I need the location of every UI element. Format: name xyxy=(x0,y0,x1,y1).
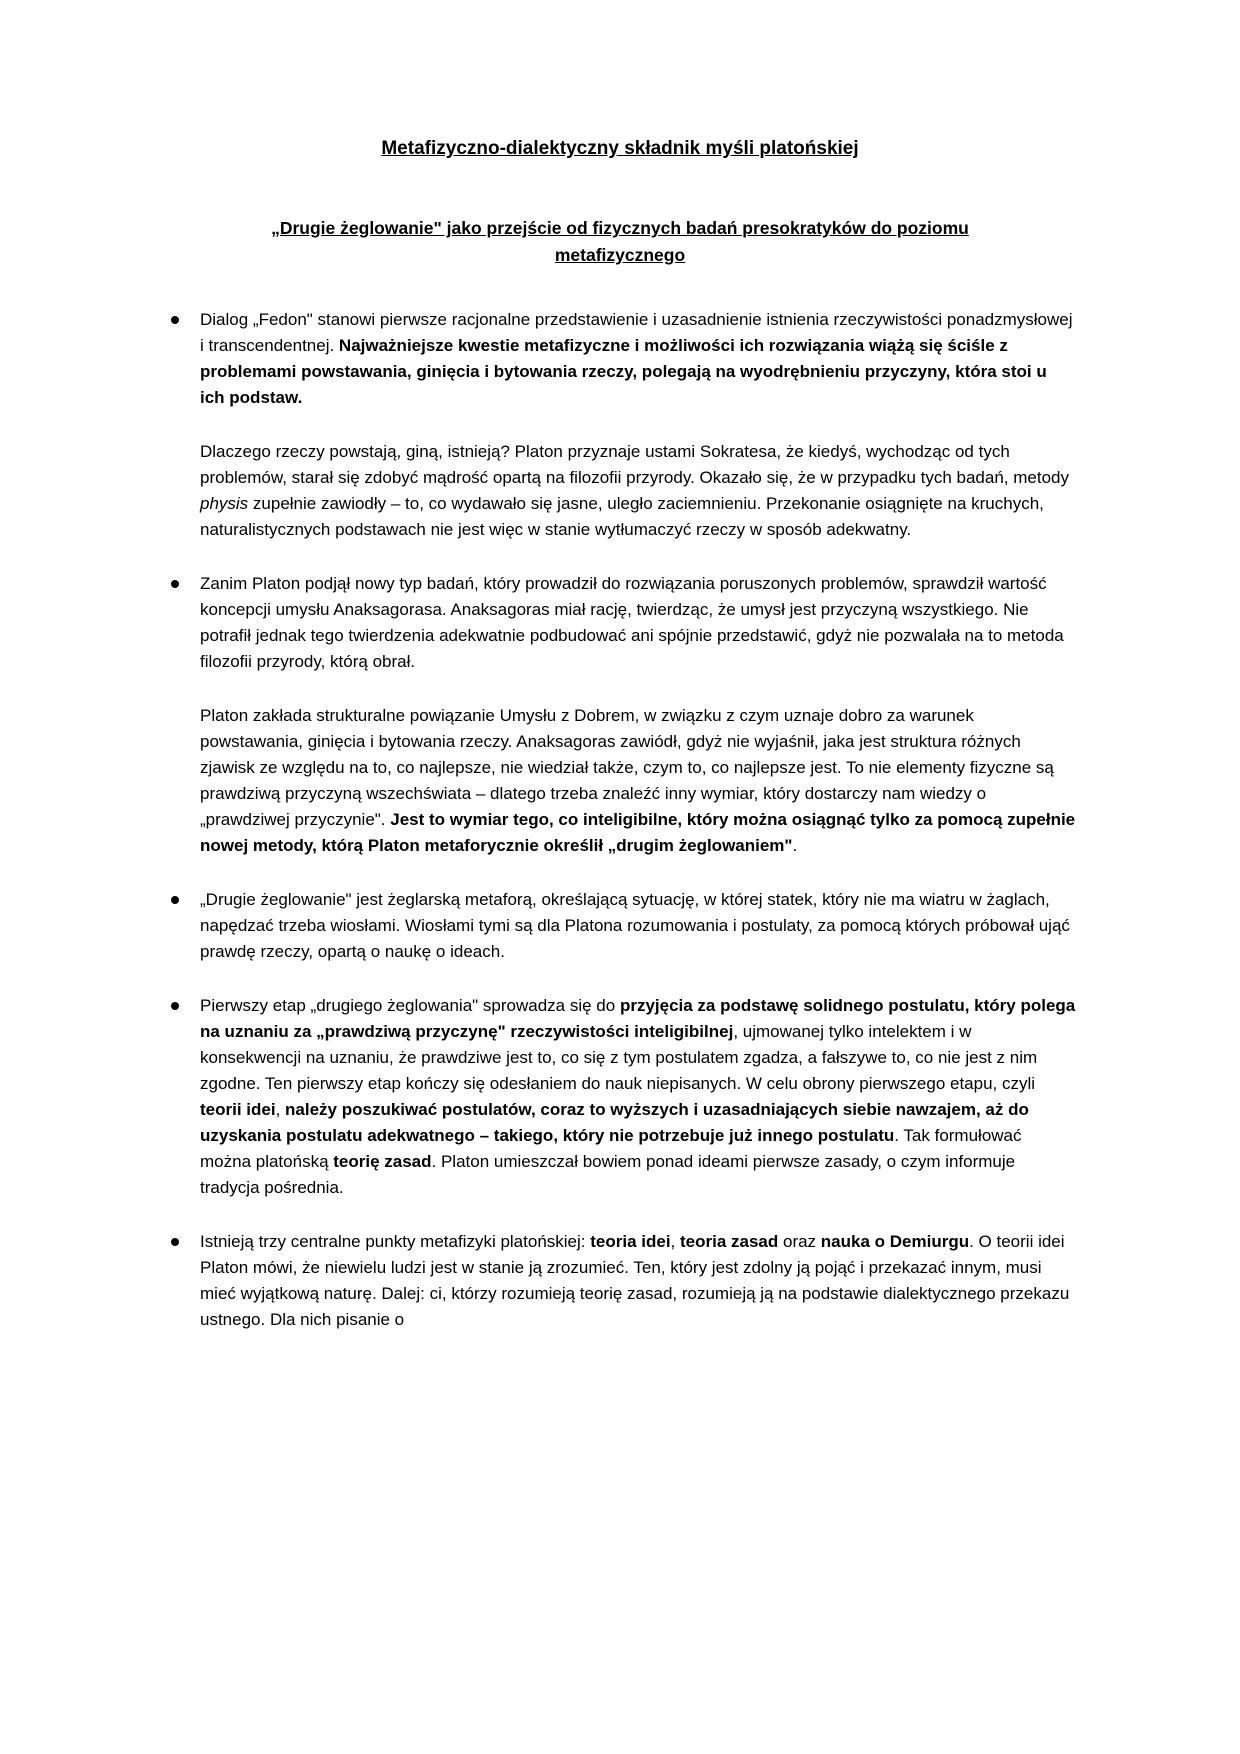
bullet-icon xyxy=(171,1002,179,1010)
bullet-item xyxy=(164,307,1076,411)
paragraph xyxy=(164,439,1076,543)
paragraph-text: Dlaczego rzeczy powstają, giną, istnieją? Platon przyznaje ustami Sokratesa, że kiedyś, wychodząc od tych problemów, starał się zdobyć mądrość opartą na filozofii przyrody. Okazało się, że w przypadku tych badań, metody physis zupełnie zawiodły – to, co wydawało się jasne, uległo zaciemnieniu. Przekonanie osiągnięte na kruchych, naturalistycznych podstawach nie jest więc w stanie wytłumaczyć rzeczy w sposób adekwatny. xyxy=(200,442,1069,539)
bullet-icon xyxy=(171,1238,179,1246)
paragraph-text: „Drugie żeglowanie" jest żeglarską metaforą, określającą sytuację, w której statek, który nie ma wiatru w żaglach, napędzać trzeba wiosłami. Wiosłami tymi są dla Platona rozumowania i postulaty, za pomocą których próbował ująć prawdę rzeczy, opartą o naukę o ideach. xyxy=(200,890,1070,961)
paragraph-text: Platon zakłada strukturalne powiązanie Umysłu z Dobrem, w związku z czym uznaje dobro za warunek powstawania, ginięcia i bytowania rzeczy. Anaksagoras zawiódł, gdyż nie wyjaśnił, jaka jest struktura różnych zjawisk ze względu na to, co najlepsze, nie wiedział także, czym to, co najlepsze jest. To nie elementy fizyczne są prawdziwą przyczyną wszechświata – dlatego trzeba znaleźć inny wymiar, który dostarczy nam wiedzy o „prawdziwej przyczynie". Jest to wymiar tego, co inteligibilne, który można osiągnąć tylko za pomocą zupełnie nowej metody, którą Platon metaforycznie określił „drugim żeglowaniem". xyxy=(200,706,1076,855)
bullet-icon xyxy=(171,316,179,324)
paragraph-text: Zanim Platon podjął nowy typ badań, który prowadził do rozwiązania poruszonych problemów, sprawdził wartość koncepcji umysłu Anaksagorasa. Anaksagoras miał rację, twierdząc, że umysł jest przyczyną wszystkiego. Nie potrafił jednak tego twierdzenia adekwatnie podbudować ani spójnie przedstawić, gdyż nie pozwalała na to metoda filozofii przyrody, którą obrał. xyxy=(200,574,1064,671)
bullet-icon xyxy=(171,896,179,904)
bullet-item xyxy=(164,887,1076,965)
bullet-item xyxy=(164,571,1076,675)
paragraph xyxy=(164,703,1076,859)
document-body xyxy=(164,307,1076,1333)
bullet-icon xyxy=(171,580,179,588)
paragraph-text: Istnieją trzy centralne punkty metafizyki platońskiej: teoria idei, teoria zasad oraz nauka o Demiurgu. O teorii idei Platon mówi, że niewielu ludzi jest w stanie ją zrozumieć. Ten, który jest zdolny ją pojąć i przekazać innym, musi mieć wyjątkową naturę. Dalej: ci, którzy rozumieją teorię zasad, rozumieją ją na podstawie dialektycznego przekazu ustnego. Dla nich pisanie o xyxy=(200,1232,1070,1329)
bullet-item xyxy=(164,1229,1076,1333)
paragraph-text: Dialog „Fedon" stanowi pierwsze racjonalne przedstawienie i uzasadnienie istnienia rzeczywistości ponadzmysłowej i transcendentnej. Najważniejsze kwestie metafizyczne i możliwości ich rozwiązania wiążą się ściśle z problemami powstawania, ginięcia i bytowania rzeczy, polegają na wyodrębnieniu przyczyny, która stoi u ich podstaw. xyxy=(200,310,1073,407)
document-title: Metafizyczno-dialektyczny składnik myśli platońskiej xyxy=(381,138,859,159)
paragraph-text: Pierwszy etap „drugiego żeglowania" sprowadza się do przyjęcia za podstawę solidnego postulatu, który polega na uznaniu za „prawdziwą przyczynę" rzeczywistości inteligibilnej, ujmowanej tylko intelektem i w konsekwencji na uznaniu, że prawdziwe jest to, co się z tym postulatem zgadza, a fałszywe to, co nie jest z nim zgodne. Ten pierwszy etap kończy się odesłaniem do nauk niepisanych. W celu obrony pierwszego etapu, czyli teorii idei, należy poszukiwać postulatów, coraz to wyższych i uzasadniających siebie nawzajem, aż do uzyskania postulatu adekwatnego – takiego, który nie potrzebuje już innego postulatu. Tak formułować można platońską teorię zasad. Platon umieszczał bowiem ponad ideami pierwsze zasady, o czym informuje tradycja pośrednia. xyxy=(200,996,1076,1197)
bullet-item xyxy=(164,993,1076,1201)
document-subtitle: „Drugie żeglowanie" jako przejście od fizycznych badań presokratyków do poziomu metafizycznego xyxy=(271,218,969,265)
